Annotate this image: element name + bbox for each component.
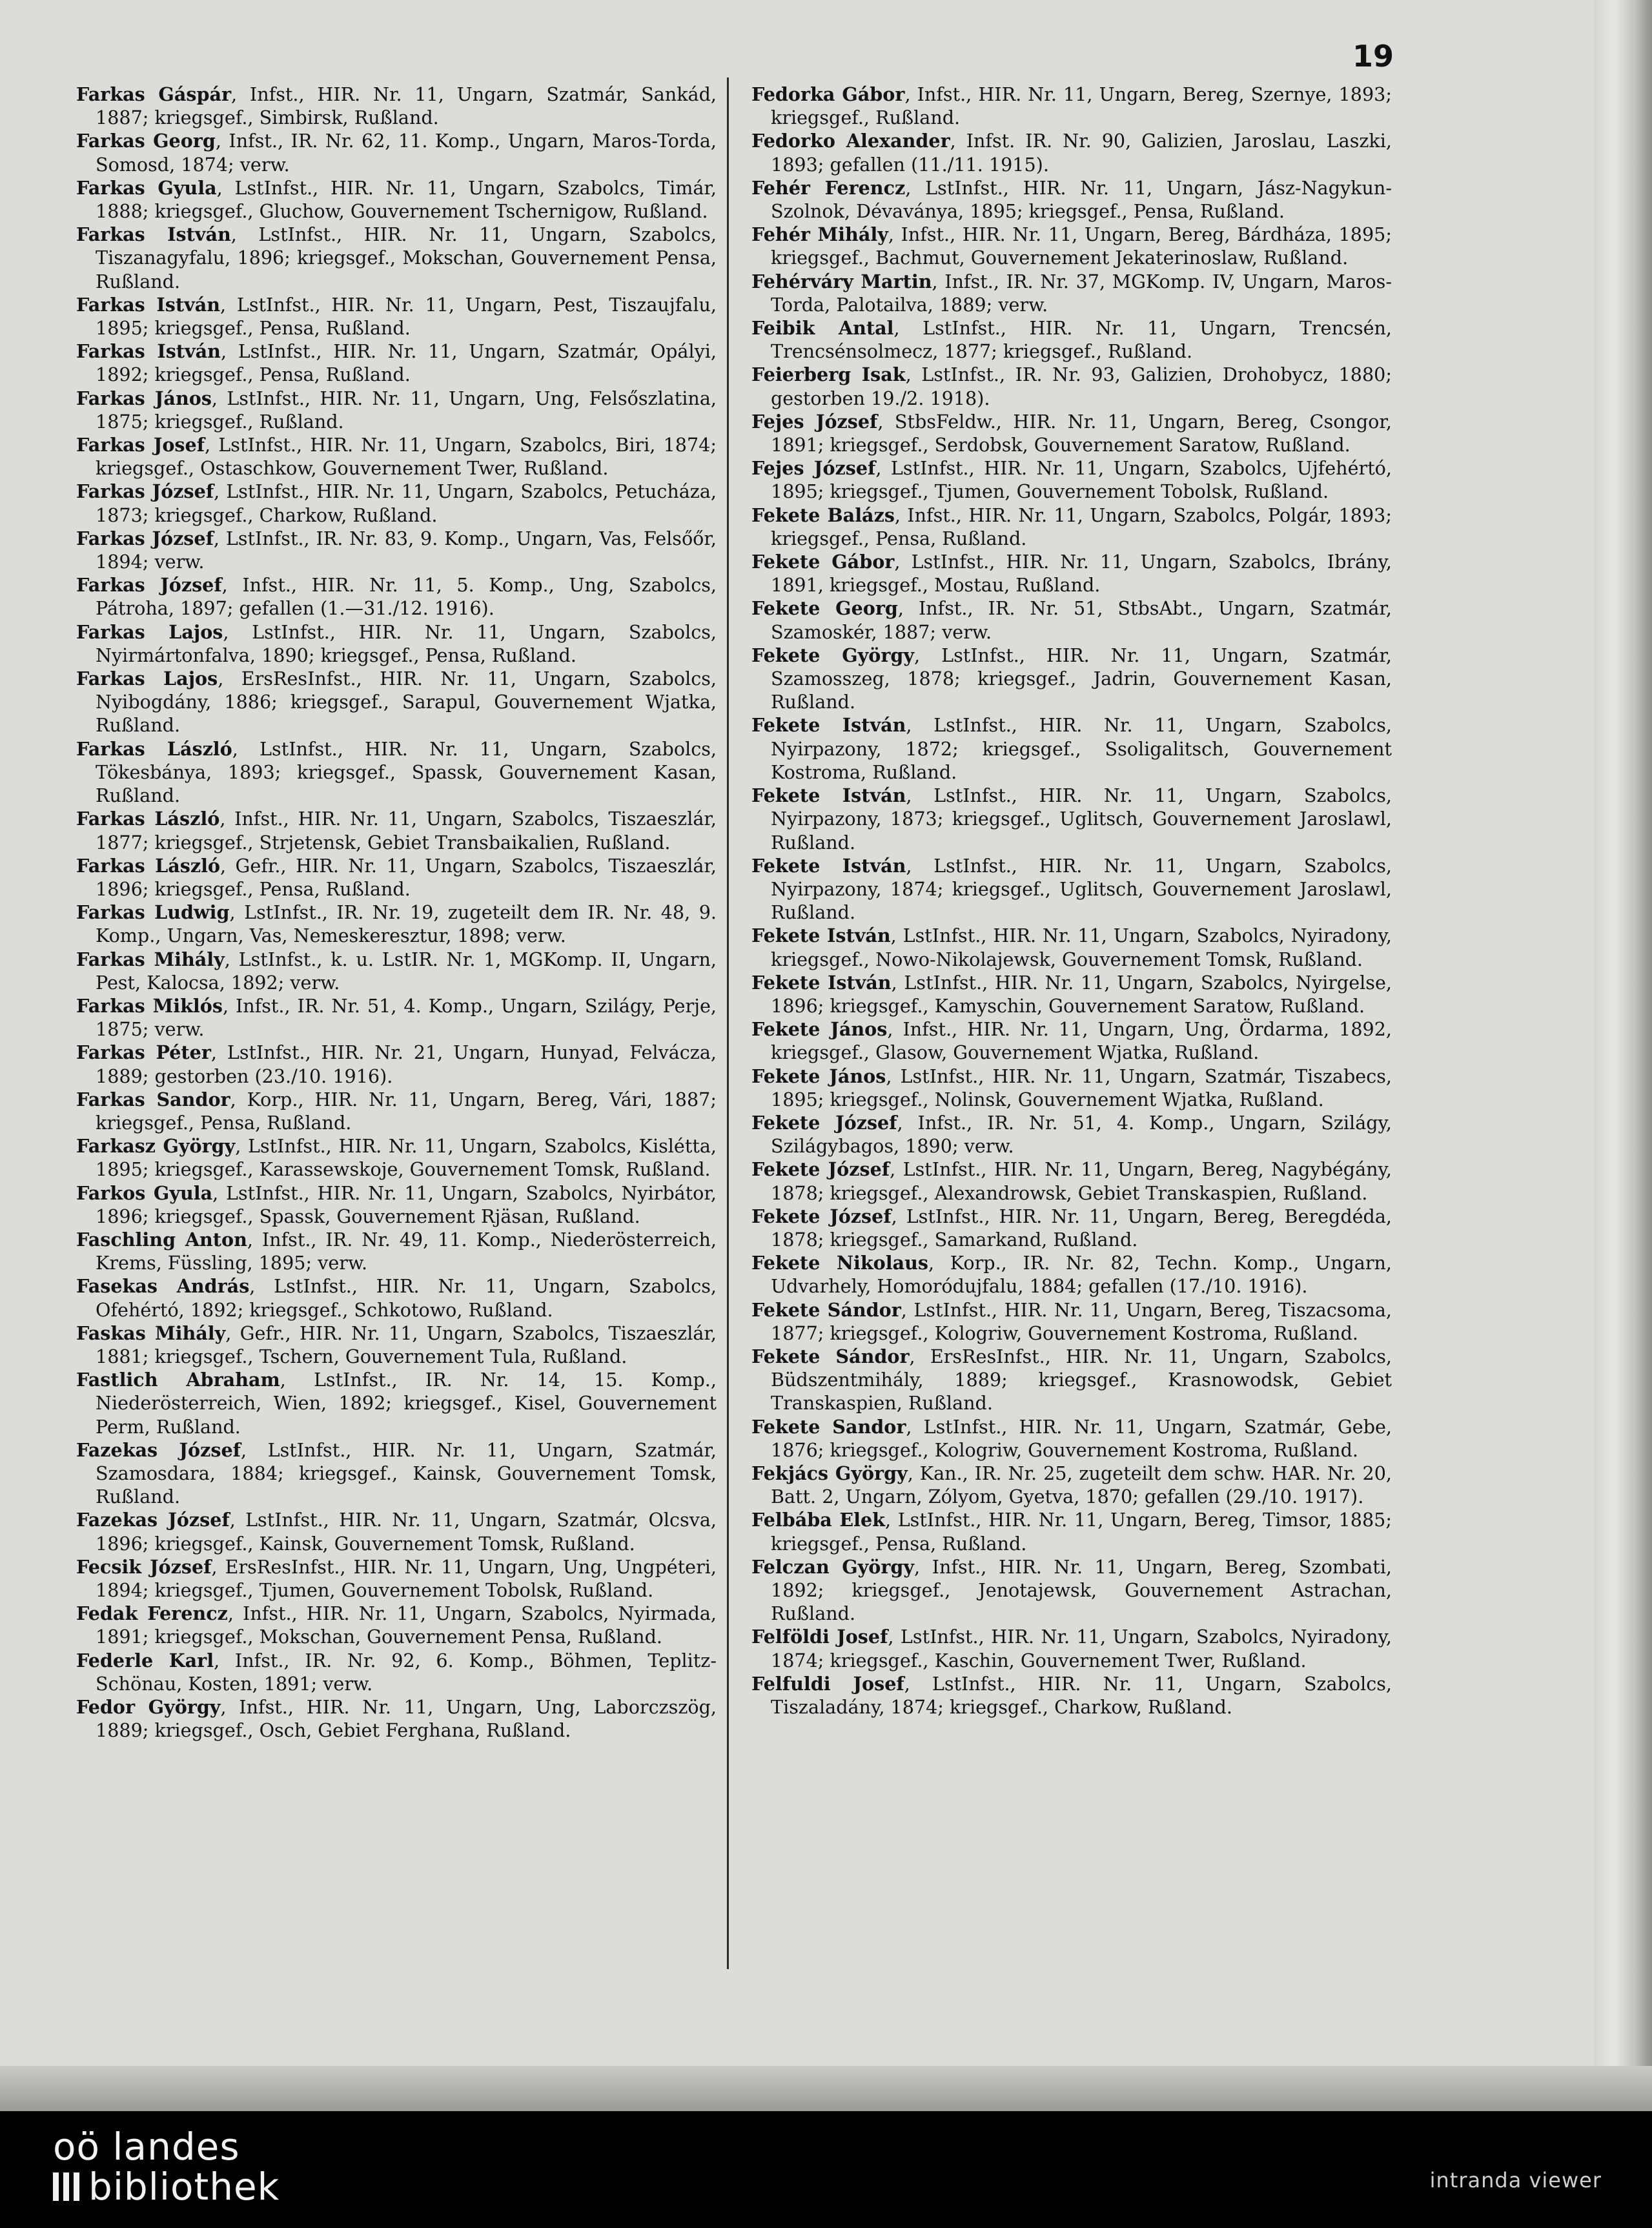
entry-details: , Infst., IR. Nr. 92, 6. Komp., Böhmen, Teplitz-Schönau, Kosten, 1891; verw. (96, 1649, 717, 1695)
entry-details: , LstInfst., HIR. Nr. 11, Ungarn, Szatmár, Gebe, 1876; kriegsgef., Kologriw, Gouvernement Kostroma, Rußland. (771, 1415, 1392, 1461)
register-entry (76, 667, 717, 737)
entry-name: Farkas Ludwig (76, 901, 230, 924)
entry-name: Farkas Lajos (76, 620, 223, 643)
entry-name: Fekete János (751, 1065, 886, 1087)
entry-name: Fasekas András (76, 1275, 250, 1298)
register-entry (76, 176, 717, 223)
entry-details: , LstInfst., HIR. Nr. 11, Ungarn, Bereg, Timsor, 1885; kriegsgef., Pensa, Rußland. (771, 1509, 1392, 1555)
entry-details: , LstInfst., HIR. Nr. 11, Ungarn, Szabolcs, Nyirmártonfalva, 1890; kriegsgef., Pensa, Rußland. (96, 620, 717, 666)
register-entry (76, 1438, 717, 1509)
entry-details: , Infst., HIR. Nr. 11, Ungarn, Bereg, Bárdháza, 1895; kriegsgef., Bachmut, Gouvernement Jekaterinoslaw, Rußland. (771, 223, 1392, 269)
entry-details: , LstInfst., HIR. Nr. 11, Ungarn, Szabolcs, Nyirpazony, 1872; kriegsgef., Ssoligalitsch, Gouvernement Kostroma, Rußland. (771, 714, 1392, 783)
entry-details: , Infst., IR. Nr. 49, 11. Komp., Niederösterreich, Krems, Füssling, 1895; verw. (96, 1228, 717, 1274)
entry-details: , LstInfst., HIR. Nr. 11, Ungarn, Szabolcs, Petucháza, 1873; kriegsgef., Charkow, Rußland. (96, 480, 717, 526)
entry-name: Fedak Ferencz (76, 1602, 228, 1625)
register-entry (751, 971, 1392, 1017)
entry-details: , Gefr., HIR. Nr. 11, Ungarn, Szabolcs, Tiszaeszlár, 1881; kriegsgef., Tschern, Gouvernement Tula, Rußland. (96, 1322, 717, 1367)
entry-name: Faskas Mihály (76, 1322, 226, 1344)
register-entry (76, 1041, 717, 1087)
entry-details: , LstInfst., IR. Nr. 19, zugeteilt dem IR. Nr. 48, 9. Komp., Ungarn, Vas, Nemeskeresztur, 1898; verw. (96, 901, 717, 947)
entry-details: , LstInfst., HIR. Nr. 11, Ungarn, Szabolcs, Tiszanagyfalu, 1896; kriegsgef., Mokschan, Gouvernement Pensa, Rußland. (96, 223, 717, 292)
entry-name: Fekete György (751, 644, 914, 666)
register-entry (76, 1274, 717, 1321)
entry-details: , Infst., IR. Nr. 51, StbsAbt., Ungarn, Szatmár, Szamoskér, 1887; verw. (771, 597, 1392, 643)
register-entry (751, 1205, 1392, 1251)
entry-details: , Infst. IR. Nr. 90, Galizien, Jaroslau, Laszki, 1893; gefallen (11./11. 1915). (771, 130, 1392, 176)
entry-name: Farkas Lajos (76, 668, 218, 690)
viewer-footer (0, 2111, 1652, 2228)
entry-name: Farkas László (76, 854, 220, 877)
entry-name: Fastlich Abraham (76, 1369, 280, 1391)
entry-details: , LstInfst., HIR. Nr. 11, Ungarn, Szabolcs, Timár, 1888; kriegsgef., Gluchow, Gouvernement Tschernigow, Rußland. (96, 176, 717, 223)
entry-name: Fazekas József (76, 1509, 230, 1531)
entry-details: , Infst., HIR. Nr. 11, Ungarn, Bereg, Szernye, 1893; kriegsgef., Rußland. (771, 83, 1392, 129)
entry-details: , LstInfst., HIR. Nr. 11, Ungarn, Bereg, Beregdéda, 1878; kriegsgef., Samarkand, Rußland. (771, 1205, 1392, 1251)
entry-details: , LstInfst., HIR. Nr. 11, Ungarn, Szabolcs, Kislétta, 1895; kriegsgef., Karassewskoje, Gouvernement Tomsk, Rußland. (96, 1135, 717, 1181)
right-column (751, 83, 1392, 2045)
register-entry (76, 948, 717, 994)
register-entry (751, 1111, 1392, 1158)
logo-row-bottom (53, 2167, 280, 2207)
entry-name: Fazekas József (76, 1438, 241, 1461)
entry-details: , LstInfst., HIR. Nr. 11, Ungarn, Szabolcs, Ibrány, 1891, kriegsgef., Mostau, Rußland. (771, 551, 1392, 597)
register-entry (751, 504, 1392, 550)
register-entry (76, 527, 717, 573)
entry-name: Fekete István (751, 854, 906, 877)
entry-details: , LstInfst., HIR. Nr. 11, Ungarn, Szabolcs, Tiszaladány, 1874; kriegsgef., Charkow, Rußland. (771, 1672, 1392, 1719)
entry-details: , Infst., HIR. Nr. 11, 5. Komp., Ung, Szabolcs, Pátroha, 1897; gefallen (1.—31./12. 1916). (96, 574, 717, 620)
register-entry (751, 1298, 1392, 1345)
entry-name: Fehér Ferencz (751, 176, 906, 199)
register-entry (751, 223, 1392, 269)
entry-name: Fekjács György (751, 1462, 908, 1484)
entry-details: , Infst., IR. Nr. 51, 4. Komp., Ungarn, Szilágy, Perje, 1875; verw. (96, 994, 717, 1041)
entry-name: Feierberg Isak (751, 363, 906, 386)
register-entry (751, 176, 1392, 223)
register-entry (76, 901, 717, 947)
register-entry (751, 1672, 1392, 1719)
entry-name: Fekete Sándor (751, 1345, 910, 1367)
register-entry (751, 270, 1392, 316)
register-entry (751, 713, 1392, 784)
register-entry (751, 597, 1392, 643)
entry-details: , LstInfst., HIR. Nr. 11, Ungarn, Bereg, Tiszacsoma, 1877; kriegsgef., Kologriw, Gouvernement Kostroma, Rußland. (771, 1298, 1392, 1344)
register-entry (751, 410, 1392, 456)
entry-details: , Infst., HIR. Nr. 11, Ungarn, Ung, Laborczszög, 1889; kriegsgef., Osch, Gebiet Ferghana, Rußland. (96, 1696, 717, 1742)
entry-details: , LstInfst., HIR. Nr. 11, Ungarn, Ung, Felsőszlatina, 1875; kriegsgef., Rußland. (96, 387, 717, 433)
entry-name: Fehér Mihály (751, 223, 888, 246)
register-entry (76, 1649, 717, 1695)
register-entry (76, 1134, 717, 1181)
entry-details: , LstInfst., HIR. Nr. 21, Ungarn, Hunyad, Felvácza, 1889; gestorben (23./10. 1916). (96, 1041, 717, 1087)
entry-name: Fekete József (751, 1205, 892, 1227)
register-entry (751, 550, 1392, 597)
register-entry (76, 1088, 717, 1134)
entry-name: Farkas István (76, 293, 221, 316)
page-edge-shadow (1594, 0, 1652, 2111)
entry-details: , Infst., IR. Nr. 62, 11. Komp., Ungarn, Maros-Torda, Somosd, 1874; verw. (96, 130, 717, 176)
entry-name: Feibik Antal (751, 317, 894, 340)
entry-name: Fekete István (751, 784, 906, 807)
entry-name: Fekete István (751, 714, 906, 737)
register-entry (76, 573, 717, 620)
page-number: 19 (1352, 39, 1394, 74)
register-entry (76, 480, 717, 526)
entry-details: , LstInfst., HIR. Nr. 11, Ungarn, Szabolcs, Nyirgelse, 1896; kriegsgef., Kamyschin, Gouvernement Saratow, Rußland. (771, 971, 1392, 1017)
entry-name: Farkas László (76, 808, 220, 830)
entry-name: Farkas Péter (76, 1041, 211, 1064)
entry-name: Felföldi Josef (751, 1626, 888, 1648)
entry-name: Farkas József (76, 527, 214, 549)
entry-details: , Korp., HIR. Nr. 11, Ungarn, Bereg, Vári, 1887; kriegsgef., Pensa, Rußland. (96, 1088, 717, 1134)
register-entry (751, 1625, 1392, 1671)
entry-name: Fekete Gábor (751, 551, 895, 573)
register-entry (751, 1555, 1392, 1626)
entry-details: , StbsFeldw., HIR. Nr. 11, Ungarn, Bereg, Csongor, 1891; kriegsgef., Serdobsk, Gouvernement Saratow, Rußland. (771, 410, 1392, 456)
register-entry (751, 129, 1392, 176)
entry-details: , LstInfst., HIR. Nr. 11, Ungarn, Szabolcs, Nyiradony, kriegsgef., Nowo-Nikolajewsk, Gouvernement Tomsk, Rußland. (771, 925, 1392, 970)
register-entry (76, 994, 717, 1041)
register-entry (76, 293, 717, 340)
entry-name: Fekete István (751, 925, 891, 947)
logo-bars-icon (53, 2172, 79, 2201)
entry-details: , LstInfst., k. u. LstIR. Nr. 1, MGKomp. II, Ungarn, Pest, Kalocsa, 1892; verw. (96, 948, 717, 994)
entry-name: Farkas István (76, 223, 231, 246)
register-entry (751, 363, 1392, 409)
entry-name: Farkas Gáspár (76, 83, 232, 105)
register-entry (76, 1368, 717, 1438)
entry-details: , Infst., IR. Nr. 51, 4. Komp., Ungarn, Szilágy, Szilágybagos, 1890; verw. (771, 1111, 1392, 1158)
entry-name: Fedorka Gábor (751, 83, 905, 105)
entry-details: , LstInfst., HIR. Nr. 11, Ungarn, Szabolcs, Nyiradony, 1874; kriegsgef., Kaschin, Gouvernement Twer, Rußland. (771, 1626, 1392, 1671)
entry-name: Fekete József (751, 1111, 897, 1134)
entry-details: , LstInfst., HIR. Nr. 11, Ungarn, Szatmár, Opályi, 1892; kriegsgef., Pensa, Rußland. (96, 340, 717, 386)
entry-details: , Infst., HIR. Nr. 11, Ungarn, Ung, Ördarma, 1892, kriegsgef., Glasow, Gouvernement Wjatka, Rußland. (771, 1018, 1392, 1064)
register-entry (76, 223, 717, 293)
entry-name: Fehérváry Martin (751, 270, 932, 292)
register-entry (751, 1415, 1392, 1462)
entry-details: , LstInfst., HIR. Nr. 11, Ungarn, Szabolcs, Ujfehértó, 1895; kriegsgef., Tjumen, Gouvernement Tobolsk, Rußland. (771, 457, 1392, 503)
entry-details: , Infst., HIR. Nr. 11, Ungarn, Szatmár, Sankád, 1887; kriegsgef., Simbirsk, Rußland. (96, 83, 717, 129)
entry-name: Fekete István (751, 971, 892, 994)
register-entry (751, 784, 1392, 854)
viewer-brand-label: intranda viewer (1429, 2168, 1602, 2192)
entry-details: , LstInfst., HIR. Nr. 11, Ungarn, Trencsén, Trencsénsolmecz, 1877; kriegsgef., Rußland. (771, 317, 1392, 363)
entry-details: , LstInfst., HIR. Nr. 11, Ungarn, Bereg, Nagybégány, 1878; kriegsgef., Alexandrowsk, Gebiet Transkaspien, Rußland. (771, 1158, 1392, 1204)
entry-name: Farkas János (76, 387, 212, 409)
entry-name: Farkas Gyula (76, 176, 217, 199)
register-entry (751, 1251, 1392, 1298)
entry-details: , ErsResInfst., HIR. Nr. 11, Ungarn, Szabolcs, Büdszentmihály, 1889; kriegsgef., Krasnowodsk, Gebiet Transkaspien, Rußland. (771, 1345, 1392, 1415)
entry-details: , Kan., IR. Nr. 25, zugeteilt dem schw. HAR. Nr. 20, Batt. 2, Ungarn, Zólyom, Gyetva, 1870; gefallen (29./10. 1917). (771, 1462, 1392, 1508)
entry-details: , LstInfst., HIR. Nr. 11, Ungarn, Szatmár, Szamosdara, 1884; kriegsgef., Kainsk, Gouvernement Tomsk, Rußland. (96, 1438, 717, 1508)
register-entry (751, 644, 1392, 714)
register-entry (76, 1695, 717, 1742)
entry-details: , LstInfst., HIR. Nr. 11, Ungarn, Szatmár, Szamosszeg, 1878; kriegsgef., Jadrin, Gouvernement Kasan, Rußland. (771, 644, 1392, 713)
entry-name: Fekete Sandor (751, 1415, 906, 1438)
register-entry (76, 83, 717, 129)
logo-text-top: oö landes (53, 2125, 240, 2169)
register-entry (751, 456, 1392, 503)
column-divider (727, 77, 729, 1969)
entry-details: , Infst., HIR. Nr. 11, Ungarn, Szabolcs, Polgár, 1893; kriegsgef., Pensa, Rußland. (771, 504, 1392, 549)
register-entry (751, 1462, 1392, 1508)
entry-name: Farkas István (76, 340, 221, 363)
register-entry (76, 854, 717, 901)
entry-details: , LstInfst., HIR. Nr. 11, Ungarn, Szabolcs, Nyirpazony, 1874; kriegsgef., Uglitsch, Gouvernement Jaroslawl, Rußland. (771, 854, 1392, 924)
entry-name: Fekete János (751, 1018, 888, 1041)
entry-name: Fedor György (76, 1696, 221, 1719)
register-entry (76, 1508, 717, 1555)
entry-name: Faschling Anton (76, 1228, 247, 1251)
entry-name: Fekete Nikolaus (751, 1252, 929, 1274)
register-entry (751, 854, 1392, 925)
register-entry (751, 1508, 1392, 1555)
entry-details: , LstInfst., HIR. Nr. 11, Ungarn, Jász-Nagykun-Szolnok, Dévaványa, 1895; kriegsgef., Pensa, Rußland. (771, 176, 1392, 223)
entry-details: , LstInfst., IR. Nr. 14, 15. Komp., Niederösterreich, Wien, 1892; kriegsgef., Kisel, Gouvernement Perm, Rußland. (96, 1369, 717, 1438)
register-entry (76, 387, 717, 433)
entry-name: Fekete Sándor (751, 1298, 901, 1321)
entry-details: , LstInfst., HIR. Nr. 11, Ungarn, Szabolcs, Nyirbátor, 1896; kriegsgef., Spassk, Gouvernement Rjäsan, Rußland. (96, 1181, 717, 1227)
register-entry (751, 924, 1392, 970)
entry-name: Felfuldi Josef (751, 1672, 904, 1695)
entry-details: , LstInfst., HIR. Nr. 11, Ungarn, Szabolcs, Biri, 1874; kriegsgef., Ostaschkow, Gouvernement Twer, Rußland. (96, 434, 717, 480)
left-column (76, 83, 717, 2045)
register-entry (751, 83, 1392, 129)
entry-name: Farkas Josef (76, 434, 205, 456)
entry-name: Fedorko Alexander (751, 130, 950, 152)
entry-details: , LstInfst., HIR. Nr. 11, Ungarn, Szatmár, Tiszabecs, 1895; kriegsgef., Nolinsk, Gouvernement Wjatka, Rußland. (771, 1065, 1392, 1110)
entry-details: , Infst., HIR. Nr. 11, Ungarn, Bereg, Szombati, 1892; kriegsgef., Jenotajewsk, Gouvernement Astrachan, Rußland. (771, 1555, 1392, 1625)
register-entry (76, 340, 717, 386)
entry-name: Fekete József (751, 1158, 890, 1181)
register-entry (751, 1345, 1392, 1415)
entry-details: , LstInfst., HIR. Nr. 11, Ungarn, Szatmár, Olcsva, 1896; kriegsgef., Kainsk, Gouvernement Tomsk, Rußland. (96, 1509, 717, 1555)
entry-details: , LstInfst., IR. Nr. 83, 9. Komp., Ungarn, Vas, Felsőőr, 1894; verw. (96, 527, 717, 573)
entry-details: , LstInfst., IR. Nr. 93, Galizien, Drohobycz, 1880; gestorben 19./2. 1918). (771, 363, 1392, 409)
register-entry (76, 1322, 717, 1368)
entry-name: Federle Karl (76, 1649, 214, 1671)
entry-name: Fejes József (751, 410, 878, 433)
register-entry (76, 433, 717, 480)
entry-name: Felbába Elek (751, 1509, 885, 1531)
entry-name: Farkasz György (76, 1135, 236, 1158)
register-entry (751, 1017, 1392, 1064)
logo-text-bottom: bibliothek (88, 2165, 280, 2209)
entry-name: Farkas Miklós (76, 994, 223, 1017)
entry-name: Fekete Georg (751, 597, 898, 620)
entry-details: , Infst., HIR. Nr. 11, Ungarn, Szabolcs, Nyirmada, 1891; kriegsgef., Mokschan, Gouvernement Pensa, Rußland. (96, 1602, 717, 1648)
entry-details: , ErsResInfst., HIR. Nr. 11, Ungarn, Ung, Ungpéteri, 1894; kriegsgef., Tjumen, Gouvernement Tobolsk, Rußland. (96, 1555, 717, 1601)
entry-details: , Korp., IR. Nr. 82, Techn. Komp., Ungarn, Udvarhely, Homoródujfalu, 1884; gefallen (17./10. 1916). (771, 1252, 1392, 1298)
entry-name: Farkas József (76, 574, 222, 597)
entry-name: Farkas Mihály (76, 948, 225, 970)
library-logo[interactable] (53, 2127, 280, 2207)
entry-details: , LstInfst., HIR. Nr. 11, Ungarn, Pest, Tiszaujfalu, 1895; kriegsgef., Pensa, Rußland. (96, 293, 717, 340)
entry-details: , LstInfst., HIR. Nr. 11, Ungarn, Szabolcs, Ofehértó, 1892; kriegsgef., Schkotowo, Rußland. (96, 1275, 717, 1321)
entry-name: Farkos Gyula (76, 1181, 213, 1204)
entry-name: Fecsik József (76, 1555, 212, 1578)
entry-details: , LstInfst., HIR. Nr. 11, Ungarn, Szabolcs, Nyirpazony, 1873; kriegsgef., Uglitsch, Gouvernement Jaroslawl, Rußland. (771, 784, 1392, 853)
register-entry (76, 1555, 717, 1602)
entry-details: , Infst., HIR. Nr. 11, Ungarn, Szabolcs, Tiszaeszlár, 1877; kriegsgef., Strjetensk, Gebiet Transbaikalien, Rußland. (96, 808, 717, 853)
entry-name: Farkas Sandor (76, 1088, 230, 1110)
register-entry (76, 129, 717, 176)
register-entry (751, 1065, 1392, 1111)
register-entry (76, 620, 717, 667)
entry-name: Fejes József (751, 457, 876, 480)
entry-details: , LstInfst., HIR. Nr. 11, Ungarn, Szabolcs, Tökesbánya, 1893; kriegsgef., Spassk, Gouvernement Kasan, Rußland. (96, 737, 717, 807)
register-entry (76, 1228, 717, 1274)
entry-details: , Gefr., HIR. Nr. 11, Ungarn, Szabolcs, Tiszaeszlár, 1896; kriegsgef., Pensa, Rußland. (96, 854, 717, 900)
register-entry (751, 1158, 1392, 1204)
entry-name: Felczan György (751, 1555, 915, 1578)
entry-name: Farkas Georg (76, 130, 216, 152)
register-entry (751, 316, 1392, 363)
entry-details: , ErsResInfst., HIR. Nr. 11, Ungarn, Szabolcs, Nyibogdány, 1886; kriegsgef., Sarapul, Gouvernement Wjatka, Rußland. (96, 668, 717, 737)
register-entry (76, 737, 717, 808)
entry-details: , Infst., IR. Nr. 37, MGKomp. IV, Ungarn, Maros-Torda, Palotailva, 1889; verw. (771, 270, 1392, 316)
register-entry (76, 1602, 717, 1648)
entry-name: Fekete Balázs (751, 504, 895, 526)
entry-name: Farkas József (76, 480, 214, 503)
register-entry (76, 807, 717, 853)
register-entry (76, 1181, 717, 1228)
entry-name: Farkas László (76, 737, 232, 760)
